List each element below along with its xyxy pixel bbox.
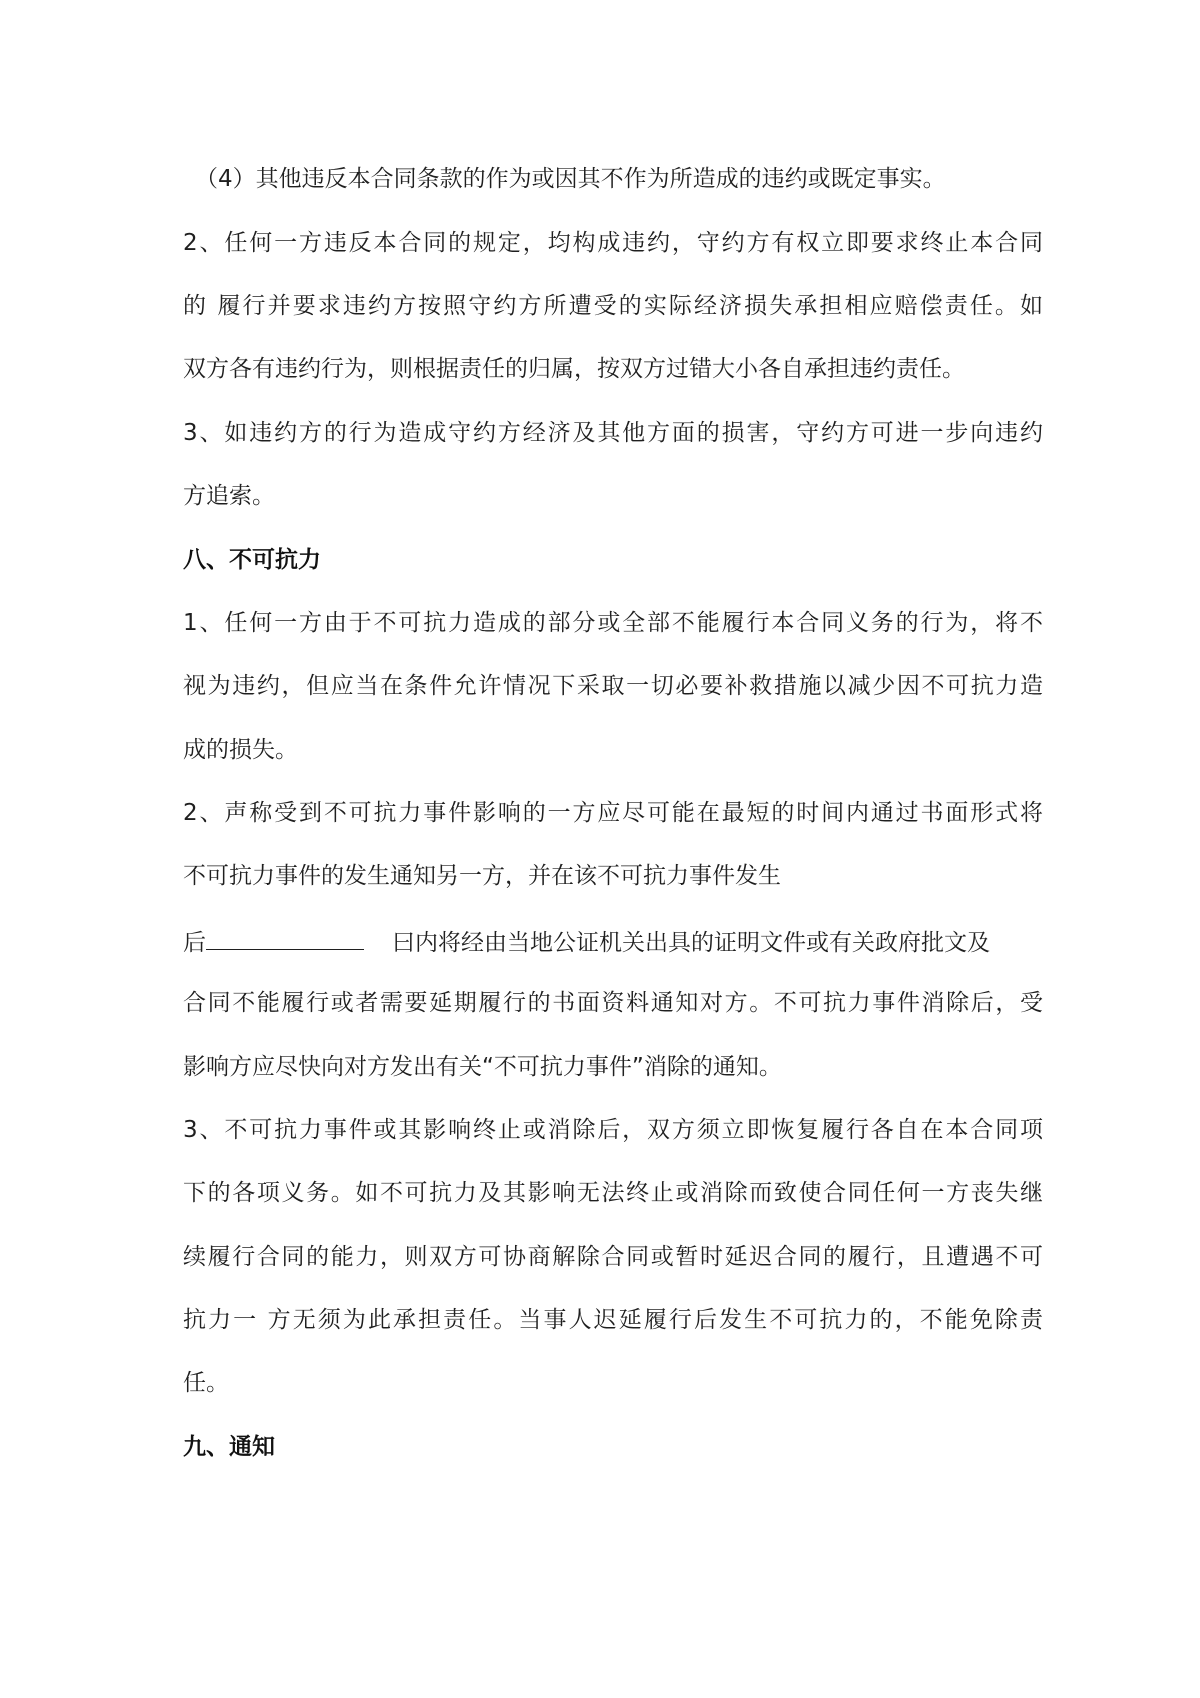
clause-8-2-line-1: 2、声称受到不可抗力事件影响的一方应尽可能在最短的时间内通过书面形式将 [183,800,1043,826]
clause-8-3-line-2: 下的各项义务。如不可抗力及其影响无法终止或消除而致使合同任何一方丧失继 [183,1180,1043,1206]
clause-8-2-line-2: 不可抗力事件的发生通知另一方，并在该不可抗力事件发生 [183,863,781,889]
clause-7-2-line-3: 双方各有违约行为，则根据责任的归属，按双方过错大小各自承担违约责任。 [183,356,965,382]
clause-8-3-line-1: 3、不可抗力事件或其影响终止或消除后，双方须立即恢复履行各自在本合同项 [183,1117,1043,1143]
clause-7-3-line-2: 方追索。 [183,483,275,509]
section-heading-force-majeure: 八、不可抗力 [183,547,321,573]
clause-8-2-line-3 [183,925,1043,958]
clause-8-1-line-2: 视为违约，但应当在条件允许情况下采取一切必要补救措施以减少因不可抗力造 [183,673,1043,699]
clause-7-2-line-2: 的 履行并要求违约方按照守约方所遭受的实际经济损失承担相应赔偿责任。如 [183,293,1043,319]
clause-8-3-line-5: 任。 [183,1370,229,1396]
clause-8-2-line-4: 合同不能履行或者需要延期履行的书面资料通知对方。不可抗力事件消除后，受 [183,990,1043,1016]
clause-7-3-line-1: 3、如违约方的行为造成守约方经济及其他方面的损害，守约方可进一步向违约 [183,420,1043,446]
clause-8-1-line-3: 成的损失。 [183,737,298,763]
clause-7-2-line-1: 2、任何一方违反本合同的规定，均构成违约，守约方有权立即要求终止本合同 [183,230,1043,256]
fill-in-blank-days[interactable] [206,925,364,950]
clause-8-3-line-4: 抗力一 方无须为此承担责任。当事人迟延履行后发生不可抗力的，不能免除责 [183,1307,1043,1333]
clause-8-2-line-5: 影响方应尽快向对方发出有关“不可抗力事件”消除的通知。 [183,1054,782,1080]
clause-8-1-line-1: 1、任何一方由于不可抗力造成的部分或全部不能履行本合同义务的行为，将不 [183,610,1043,636]
clause-8-3-line-3: 续履行合同的能力，则双方可协商解除合同或暂时延迟合同的履行，且遭遇不可 [183,1244,1043,1270]
section-heading-notice: 九、通知 [183,1434,275,1460]
clause-8-2-line-3-suffix: 曰内将经由当地公证机关出具的证明文件或有关政府批文及 [392,930,990,956]
clause-8-2-line-3-prefix: 后 [183,930,206,956]
clause-7-item-4: （4）其他违反本合同条款的作为或因其不作为所造成的违约或既定事实。 [195,166,946,192]
